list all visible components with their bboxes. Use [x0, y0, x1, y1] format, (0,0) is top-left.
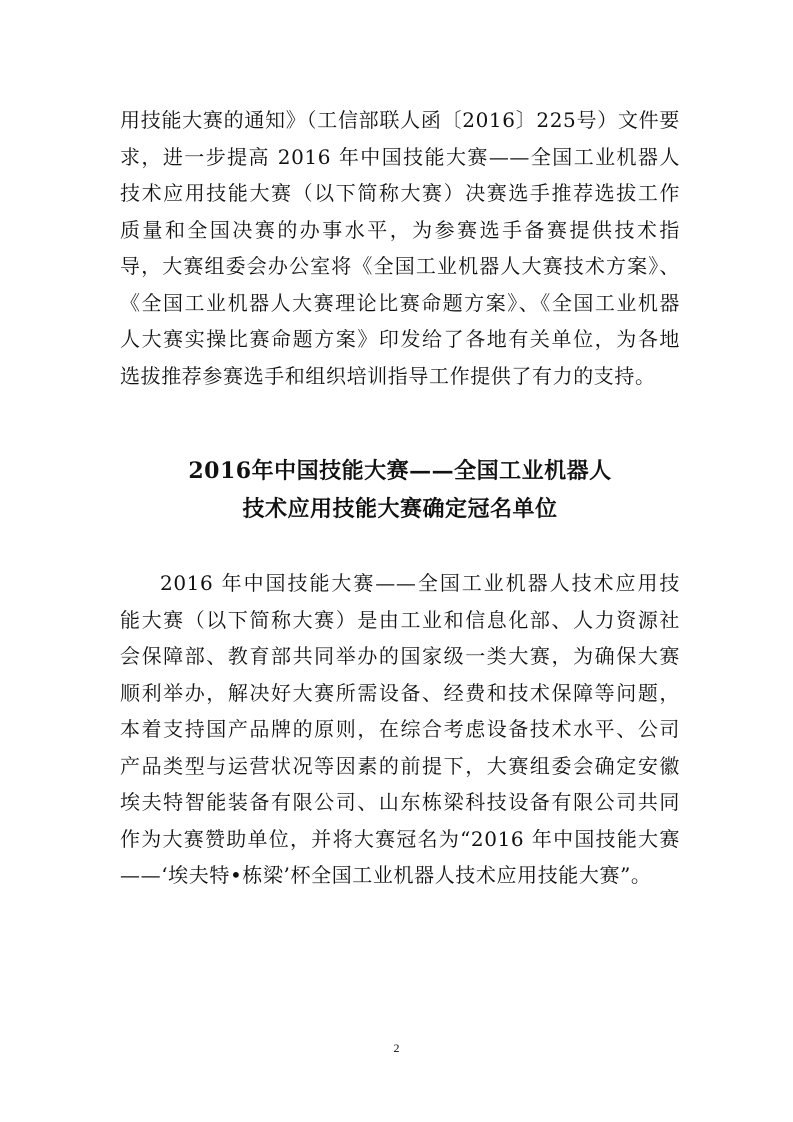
page-number: 2	[393, 1041, 400, 1055]
paragraph-line: 2016 年中国技能大赛——全国工业机器人技术应用技	[160, 571, 680, 595]
paragraph-line: 用技能大赛的通知》（工信部联人函〔2016〕225号）文件要	[120, 108, 680, 132]
section-heading-line: 2016年中国技能大赛——全国工业机器人	[188, 458, 612, 484]
paragraph-line: 埃夫特智能装备有限公司、山东栋梁科技设备有限公司共同	[120, 790, 680, 814]
paragraph-line: 质量和全国决赛的办事水平，为参赛选手备赛提供技术指	[120, 217, 680, 242]
paragraph-line: 能大赛（以下简称大赛）是由工业和信息化部、人力资源社	[120, 607, 680, 632]
section-heading-line: 技术应用技能大赛确定冠名单位	[242, 496, 558, 522]
section-paragraph	[120, 565, 680, 894]
intro-paragraph	[120, 102, 680, 394]
paragraph-line: 求，进一步提高 2016 年中国技能大赛——全国工业机器人	[120, 144, 680, 169]
paragraph-line: ——‘埃夫特•栋梁’杯全国工业机器人技术应用技能大赛”。	[120, 863, 652, 887]
paragraph-line: 会保障部、教育部共同举办的国家级一类大赛，为确保大赛	[120, 644, 680, 668]
paragraph-line: 导，大赛组委会办公室将《全国工业机器人大赛技术方案》、	[120, 254, 680, 278]
paragraph-line: 《全国工业机器人大赛理论比赛命题方案》、《全国工业机器	[120, 290, 680, 315]
paragraph-line: 顺利举办，解决好大赛所需设备、经费和技术保障等问题，	[120, 680, 680, 705]
paragraph-line: 技术应用技能大赛（以下简称大赛）决赛选手推荐选拔工作	[120, 181, 680, 205]
paragraph-line: 选拔推荐参赛选手和组织培训指导工作提供了有力的支持。	[120, 363, 656, 388]
paragraph-line: 本着支持国产品牌的原则，在综合考虑设备技术水平、公司	[120, 717, 680, 741]
section-heading	[120, 452, 680, 528]
paragraph-line: 作为大赛赞助单位，并将大赛冠名为“2016 年中国技能大赛	[120, 826, 680, 851]
paragraph-line: 产品类型与运营状况等因素的前提下，大赛组委会确定安徽	[120, 753, 680, 778]
paragraph-line: 人大赛实操比赛命题方案》印发给了各地有关单位，为各地	[120, 327, 680, 351]
